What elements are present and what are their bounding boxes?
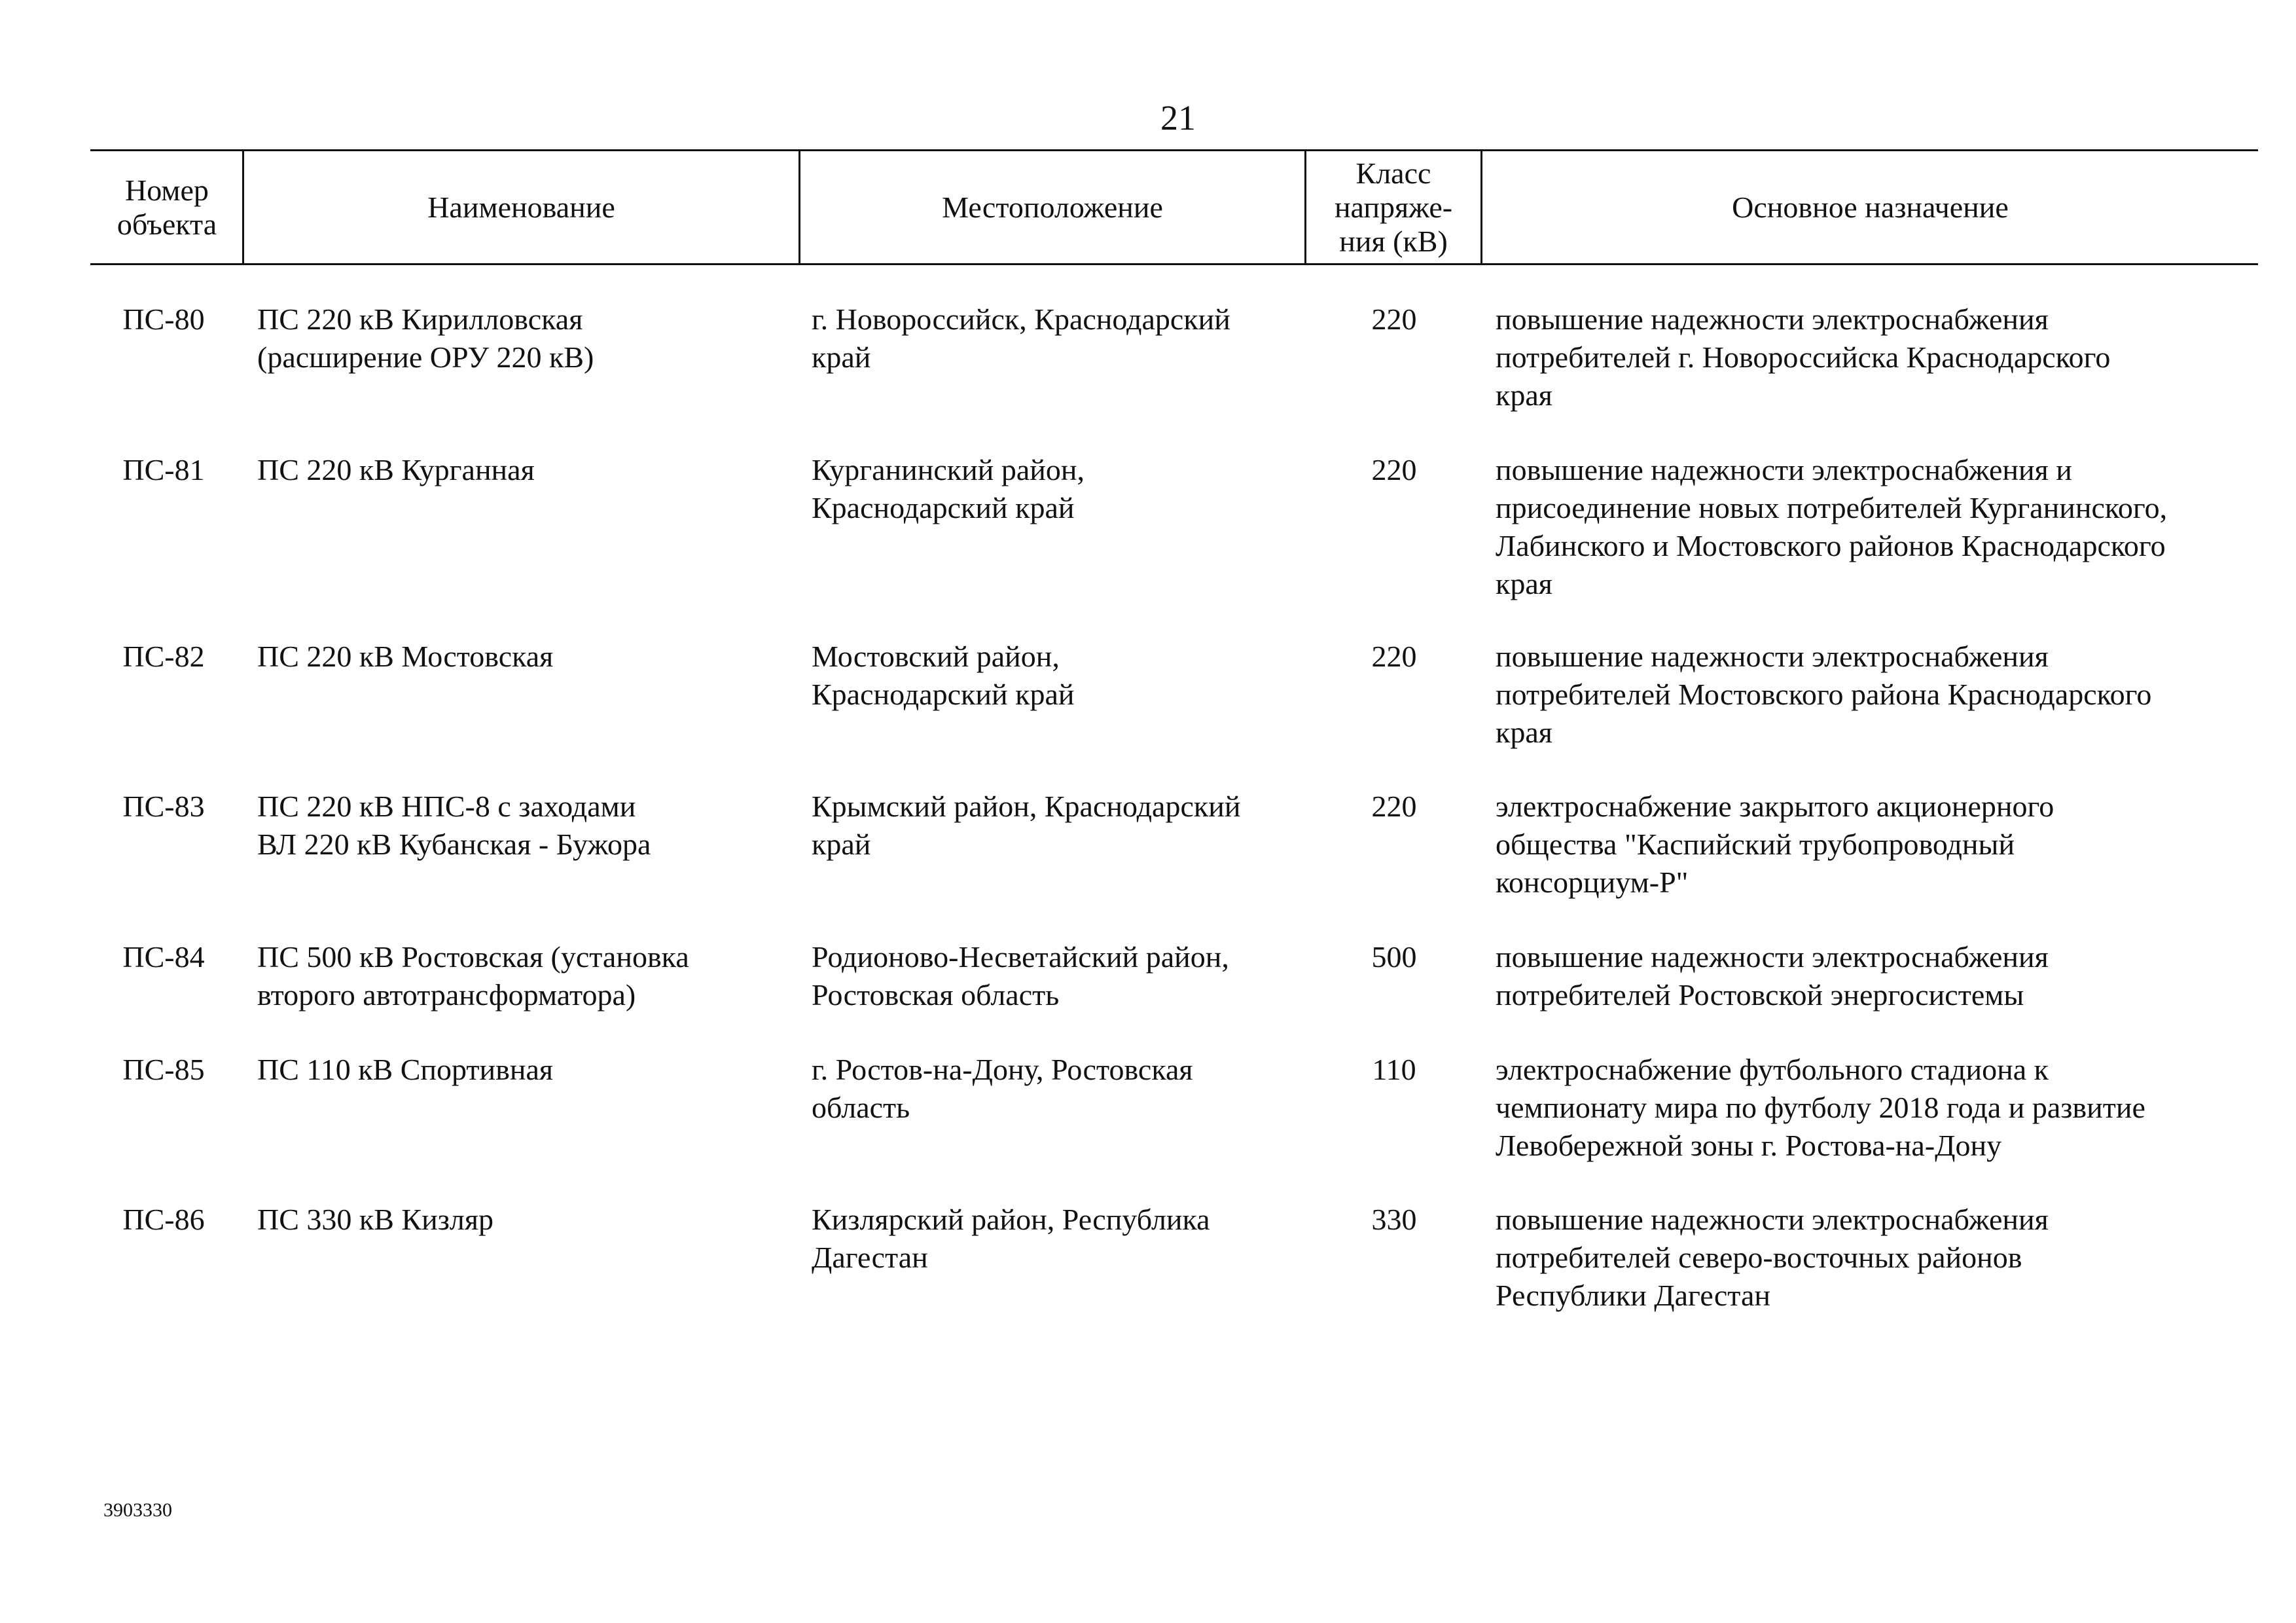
row-number: ПС-84 xyxy=(122,940,205,974)
row-name: ПС 110 кВ Спортивная xyxy=(257,1053,554,1086)
row-location: Курганинский район, Краснодарский край xyxy=(812,453,1085,524)
row-number: ПС-81 xyxy=(122,453,205,486)
row-voltage: 220 xyxy=(1371,640,1417,673)
row-purpose: повышение надежности электроснабжения потребителей Мостовского района Краснодарского края xyxy=(1496,640,2152,749)
header-voltage: Класс напряже- ния (кВ) xyxy=(1334,156,1453,258)
row-voltage: 330 xyxy=(1371,1203,1417,1236)
header-number: Номер объекта xyxy=(117,173,217,241)
row-location: г. Новороссийск, Краснодарский край xyxy=(812,302,1230,374)
row-voltage: 220 xyxy=(1371,790,1417,823)
header-location: Местоположение xyxy=(942,190,1163,224)
row-purpose: повышение надежности электроснабжения потребителей г. Новороссийска Краснодарского края xyxy=(1496,302,2111,412)
page-number: 21 xyxy=(1160,98,1196,137)
row-location: Мостовский район, Краснодарский край xyxy=(812,640,1075,711)
document-code: 3903330 xyxy=(103,1499,172,1521)
row-name: ПС 220 кВ НПС-8 с заходами ВЛ 220 кВ Кубанская - Бужора xyxy=(257,790,651,861)
row-voltage: 220 xyxy=(1371,453,1417,486)
row-purpose: электроснабжение закрытого акционерного общества "Каспийский трубопроводный консорциум-Р" xyxy=(1496,790,2054,899)
row-purpose: повышение надежности электроснабжения потребителей Ростовской энергосистемы xyxy=(1496,940,2049,1012)
row-name: ПС 500 кВ Ростовская (установка второго автотрансформатора) xyxy=(257,940,689,1012)
row-voltage: 500 xyxy=(1371,940,1417,974)
row-purpose: электроснабжение футбольного стадиона к чемпионату мира по футболу 2018 года и развитие Левобережной зоны г. Ростова-на-Дону xyxy=(1496,1053,2145,1162)
row-location: Родионово-Несветайский район, Ростовская область xyxy=(812,940,1229,1012)
row-number: ПС-83 xyxy=(122,790,205,823)
header-name: Наименование xyxy=(427,190,615,224)
row-location: Крымский район, Краснодарский край xyxy=(812,790,1241,861)
row-number: ПС-86 xyxy=(122,1203,205,1236)
row-voltage: 220 xyxy=(1371,302,1417,336)
row-purpose: повышение надежности электроснабжения потребителей северо-восточных районов Республики Дагестан xyxy=(1496,1203,2049,1312)
row-number: ПС-80 xyxy=(122,302,205,336)
row-location: г. Ростов-на-Дону, Ростовская область xyxy=(812,1053,1193,1124)
row-name: ПС 220 кВ Мостовская xyxy=(257,640,554,673)
row-name: ПС 220 кВ Кирилловская (расширение ОРУ 220 кВ) xyxy=(257,302,594,374)
row-purpose: повышение надежности электроснабжения и присоединение новых потребителей Курганинского, Лабинского и Мостовского районов Краснодарского края xyxy=(1496,453,2168,600)
header-purpose: Основное назначение xyxy=(1732,190,2009,224)
row-number: ПС-82 xyxy=(122,640,205,673)
row-name: ПС 220 кВ Курганная xyxy=(257,453,535,486)
row-number: ПС-85 xyxy=(122,1053,205,1086)
row-name: ПС 330 кВ Кизляр xyxy=(257,1203,494,1236)
row-location: Кизлярский район, Республика Дагестан xyxy=(812,1203,1210,1274)
row-voltage: 110 xyxy=(1372,1053,1416,1086)
table-header-bottom-rule xyxy=(90,263,2258,265)
